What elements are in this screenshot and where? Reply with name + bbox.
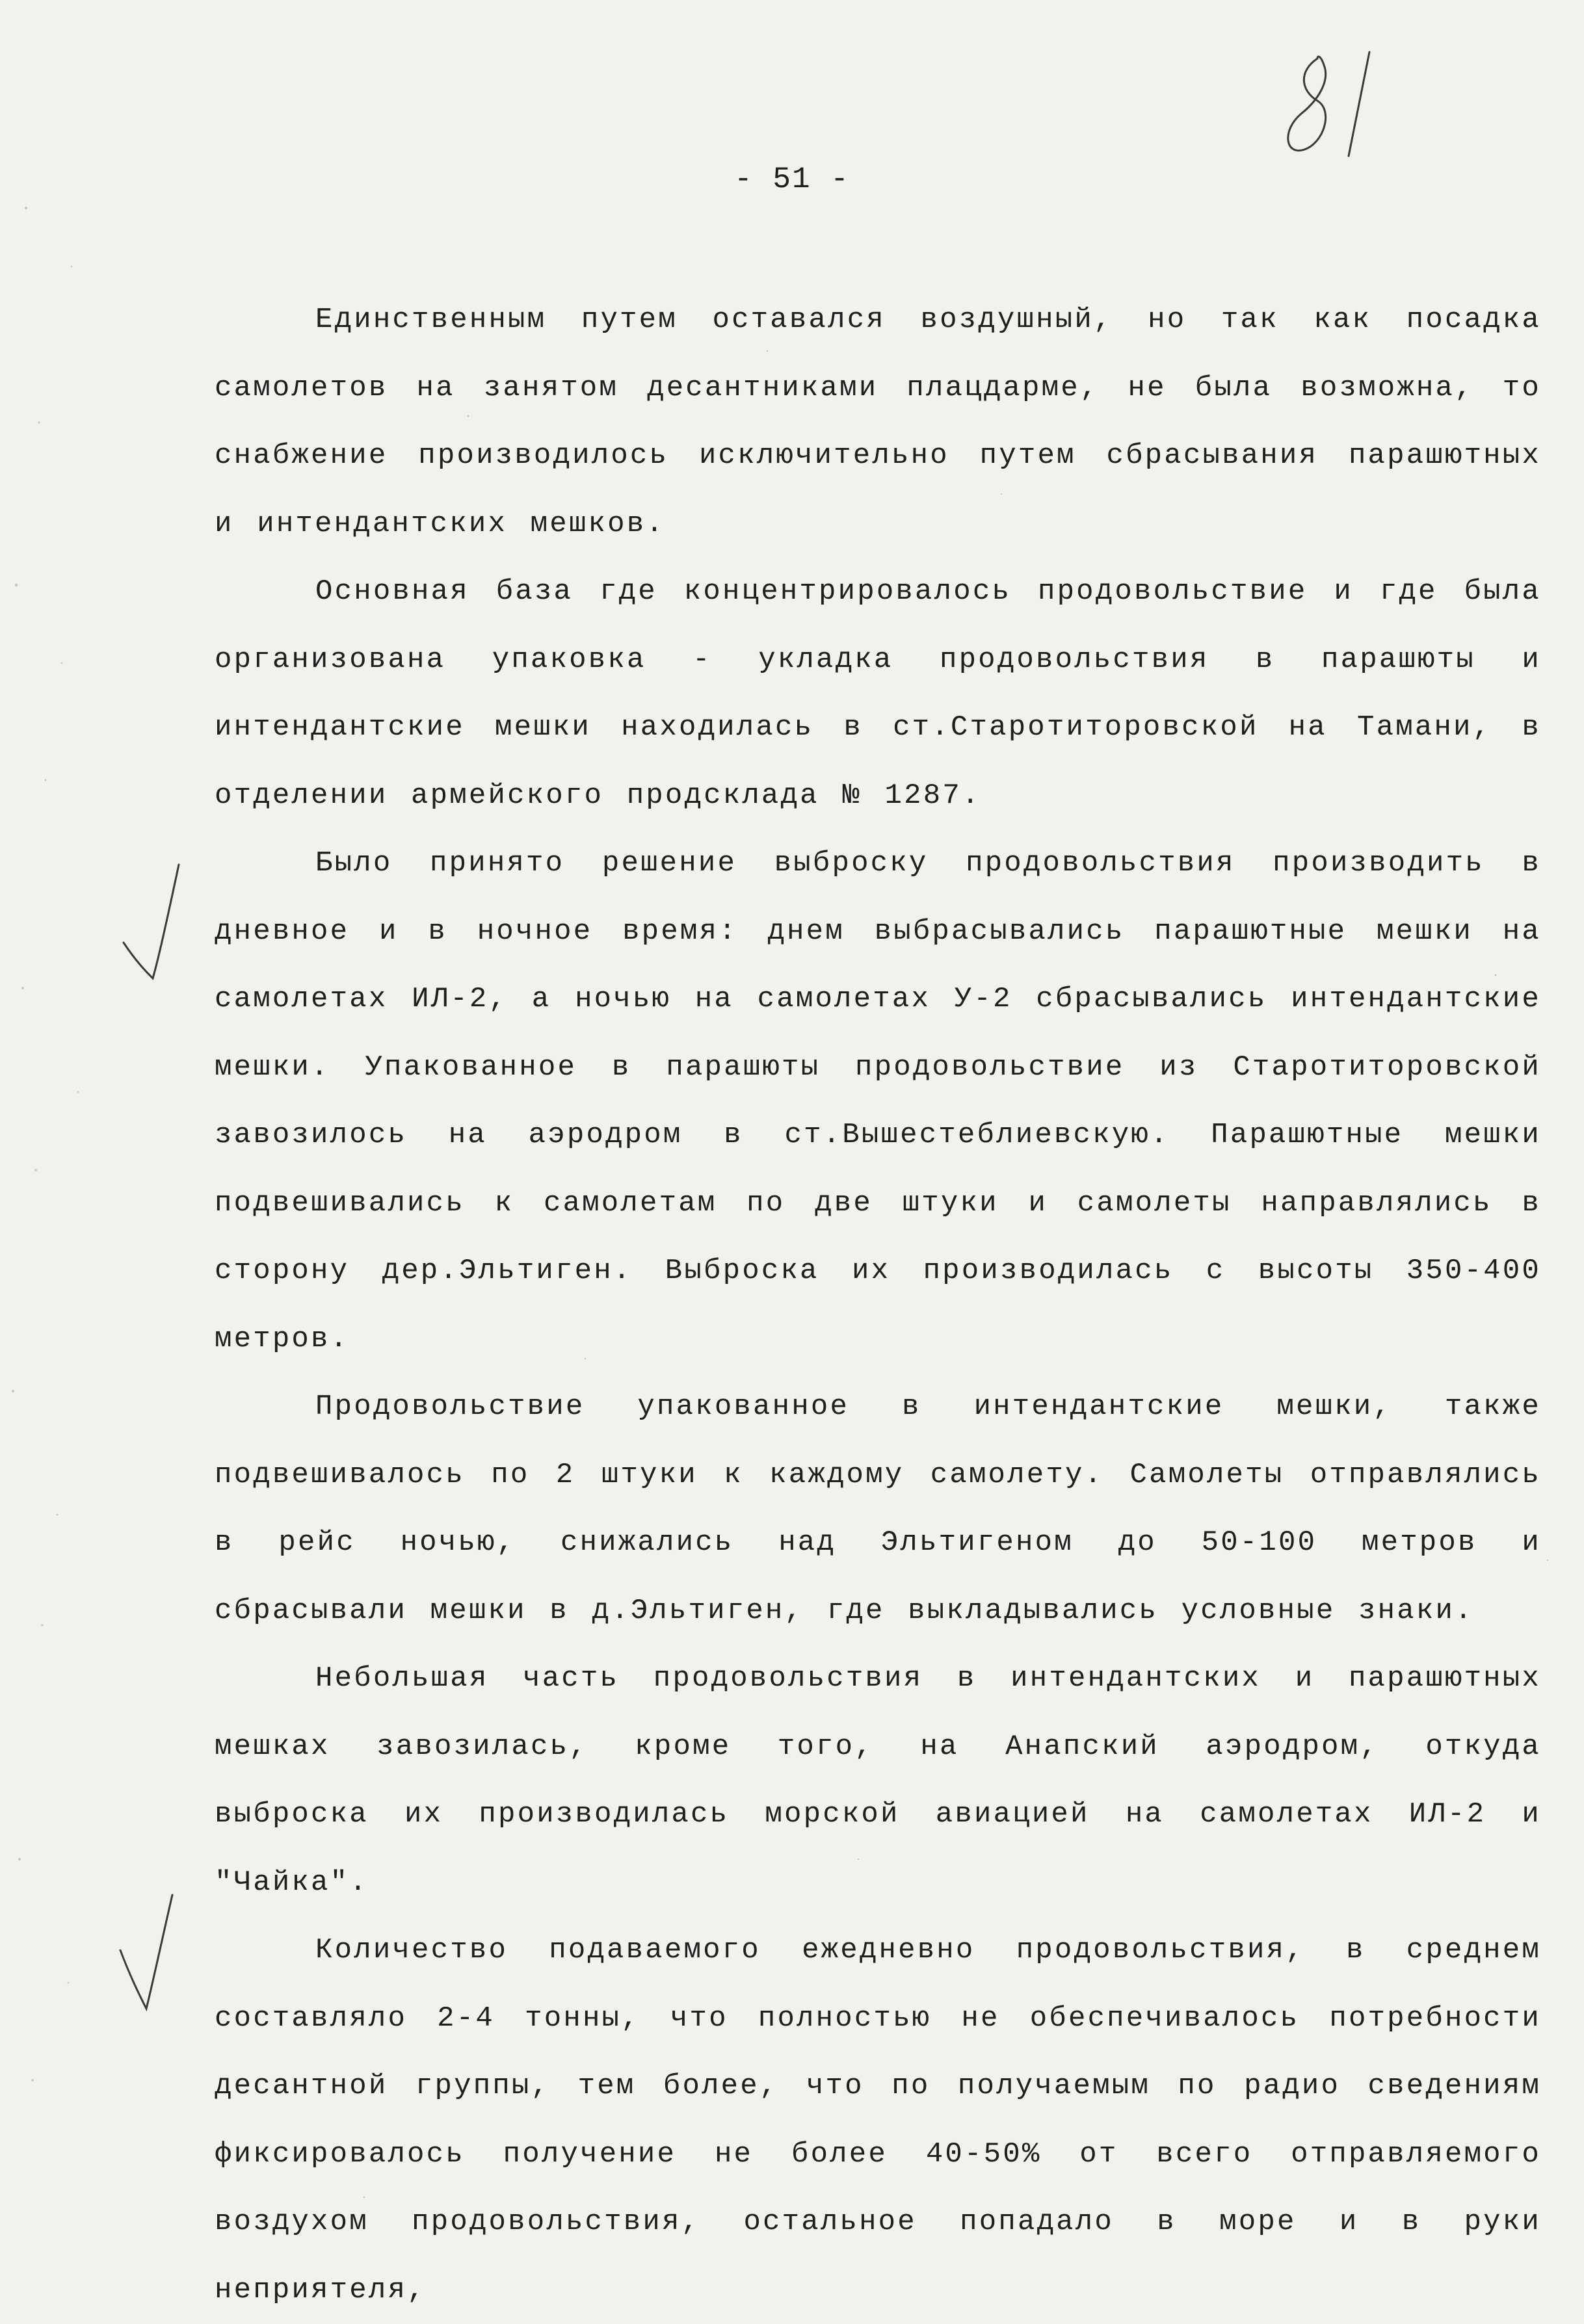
paragraph-3: Было принято решение выброску продовольствия производить в дневное и в ночное время: днем выбрасывались парашютные мешки на самолетах ИЛ-2, а ночью на самолетах У-2 сбрасывались интендантские мешки. Упакованное в парашюты продовольствие из Старотиторовской завозилось на аэродром в ст.Вышестеблиевскую. Парашютные мешки подвешивались к самолетам по две штуки и самолеты направлялись в сторону дер.Эльтиген. Выброска их производилась с высоты 350-400 метров. bbox=[215, 847, 1541, 1355]
page-number: - 51 - bbox=[734, 163, 850, 196]
handwritten-folio-number bbox=[1272, 46, 1402, 169]
document-body bbox=[215, 286, 1541, 2324]
paragraph-5: Небольшая часть продовольствия в интендантских и парашютных мешках завозилась, кроме того, на Анапский аэродром, откуда выброска их производилась морской авиацией на самолетах ИЛ-2 и "Чайка". bbox=[215, 1662, 1541, 1899]
folio-text: 81 bbox=[1272, 166, 1273, 167]
paragraph-2: Основная база где концентрировалось продовольствие и где была организована упаковка - укладка продовольствия в парашюты и интендантские мешки находилась в ст.Старотиторовской на Тамани, в отделении армейского продсклада № 1287. bbox=[215, 575, 1541, 812]
paragraph-4: Продовольствие упакованное в интендантские мешки, также подвешивалось по 2 штуки к каждому самолету. Самолеты отправлялись в рейс ночью, снижались над Эльтигеном до 50-100 метров и сбрасывали мешки в д.Эльтиген, где выкладывались условные знаки. bbox=[215, 1390, 1541, 1627]
pencil-check-mark bbox=[117, 858, 189, 988]
paragraph-6: Количество подаваемого ежедневно продовольствия, в среднем составляло 2-4 тонны, что полностью не обеспечивалось потребности десантной группы, тем более, что по получаемым по радио сведениям фиксировалось получение не более 40-50% от всего отправляемого воздухом продовольствия, остальное попадало в море и в руки неприятеля, bbox=[215, 1934, 1541, 2306]
pencil-check-mark-2 bbox=[114, 1885, 185, 2015]
paragraph-1: Единственным путем оставался воздушный, но так как посадка самолетов на занятом десантниками плацдарме, не была возможна, то снабжение производилось исключительно путем сбрасывания парашютных и интендантских мешков. bbox=[215, 304, 1541, 540]
